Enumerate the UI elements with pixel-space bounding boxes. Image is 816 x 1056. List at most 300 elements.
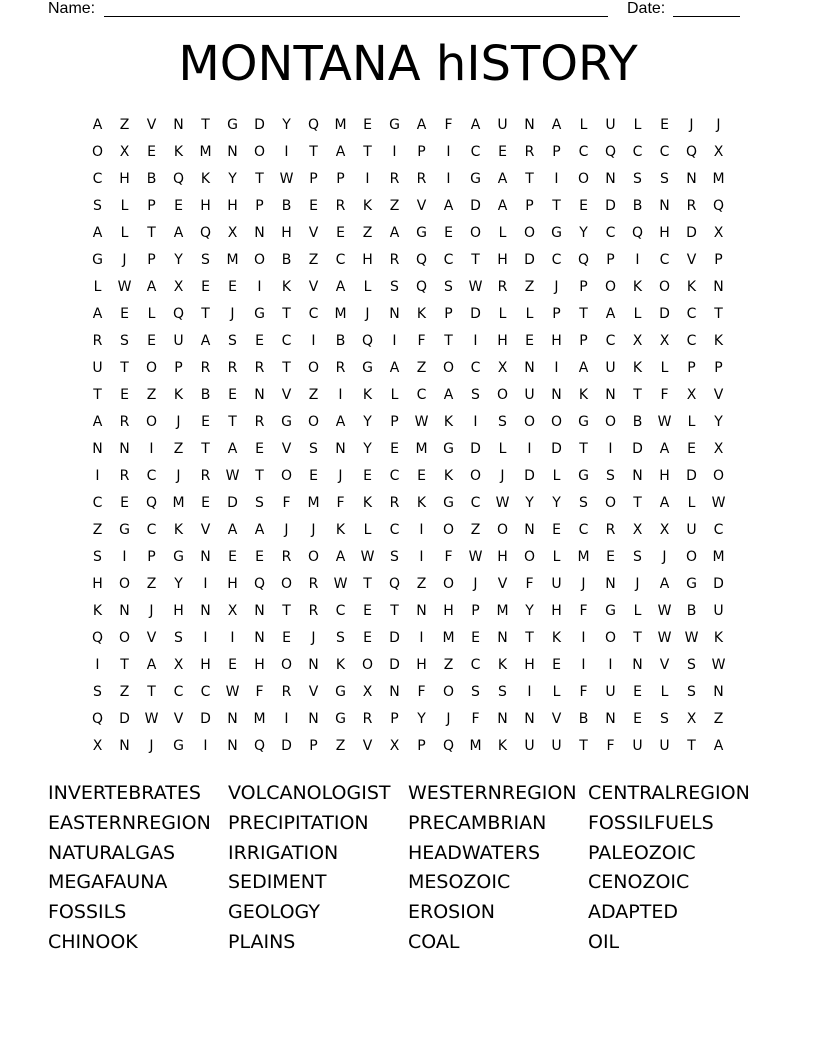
- grid-letter[interactable]: Z: [146, 387, 157, 403]
- grid-letter[interactable]: E: [606, 549, 615, 565]
- grid-letter[interactable]: T: [147, 684, 156, 700]
- grid-letter[interactable]: H: [551, 333, 562, 349]
- grid-letter[interactable]: V: [713, 387, 724, 403]
- grid-letter[interactable]: A: [389, 225, 400, 241]
- grid-letter[interactable]: G: [551, 225, 562, 241]
- grid-letter[interactable]: R: [227, 360, 238, 376]
- grid-letter[interactable]: O: [523, 549, 536, 565]
- grid-letter[interactable]: I: [203, 738, 208, 754]
- grid-letter[interactable]: E: [525, 333, 534, 349]
- grid-letter[interactable]: H: [227, 576, 238, 592]
- grid-letter[interactable]: C: [335, 603, 346, 619]
- grid-letter[interactable]: T: [579, 441, 588, 457]
- grid-letter[interactable]: K: [416, 306, 427, 322]
- grid-letter[interactable]: C: [92, 171, 103, 187]
- grid-letter[interactable]: X: [632, 522, 643, 538]
- grid-letter[interactable]: D: [524, 252, 535, 268]
- grid-letter[interactable]: P: [579, 333, 588, 349]
- grid-letter[interactable]: O: [604, 495, 617, 511]
- grid-letter[interactable]: N: [551, 387, 562, 403]
- grid-letter[interactable]: S: [687, 684, 696, 700]
- grid-letter[interactable]: R: [335, 198, 346, 214]
- grid-letter[interactable]: W: [657, 630, 672, 646]
- grid-letter[interactable]: V: [173, 711, 184, 727]
- grid-letter[interactable]: H: [497, 333, 508, 349]
- grid-letter[interactable]: U: [524, 387, 535, 403]
- grid-letter[interactable]: G: [335, 711, 346, 727]
- grid-letter[interactable]: W: [468, 549, 483, 565]
- grid-letter[interactable]: T: [147, 225, 156, 241]
- grid-letter[interactable]: O: [523, 225, 536, 241]
- grid-letter[interactable]: Z: [173, 441, 184, 457]
- grid-letter[interactable]: K: [686, 279, 697, 295]
- grid-letter[interactable]: N: [254, 630, 265, 646]
- grid-letter[interactable]: N: [605, 387, 616, 403]
- grid-letter[interactable]: N: [119, 603, 130, 619]
- grid-letter[interactable]: U: [551, 576, 562, 592]
- grid-letter[interactable]: P: [147, 198, 156, 214]
- grid-letter[interactable]: A: [200, 333, 211, 349]
- grid-letter[interactable]: S: [93, 198, 102, 214]
- grid-letter[interactable]: W: [279, 171, 294, 187]
- grid-letter[interactable]: R: [686, 198, 697, 214]
- grid-letter[interactable]: O: [253, 144, 266, 160]
- grid-letter[interactable]: A: [92, 414, 103, 430]
- grid-letter[interactable]: Y: [282, 117, 291, 133]
- grid-letter[interactable]: C: [470, 360, 481, 376]
- grid-letter[interactable]: J: [365, 306, 370, 322]
- grid-letter[interactable]: W: [657, 414, 672, 430]
- grid-letter[interactable]: C: [308, 306, 319, 322]
- grid-letter[interactable]: Q: [145, 495, 158, 511]
- grid-letter[interactable]: E: [201, 495, 210, 511]
- grid-letter[interactable]: S: [174, 630, 183, 646]
- grid-letter[interactable]: K: [551, 630, 562, 646]
- grid-letter[interactable]: K: [632, 360, 643, 376]
- grid-letter[interactable]: W: [684, 630, 699, 646]
- grid-letter[interactable]: U: [524, 738, 535, 754]
- grid-letter[interactable]: R: [497, 279, 508, 295]
- grid-letter[interactable]: F: [255, 684, 264, 700]
- grid-letter[interactable]: C: [551, 252, 562, 268]
- grid-letter[interactable]: E: [228, 549, 237, 565]
- grid-letter[interactable]: D: [119, 711, 130, 727]
- grid-letter[interactable]: R: [254, 414, 265, 430]
- grid-letter[interactable]: Q: [604, 144, 617, 160]
- grid-letter[interactable]: B: [281, 252, 292, 268]
- grid-letter[interactable]: I: [122, 549, 127, 565]
- grid-letter[interactable]: O: [496, 387, 509, 403]
- grid-letter[interactable]: P: [255, 198, 264, 214]
- grid-letter[interactable]: G: [605, 603, 616, 619]
- grid-letter[interactable]: G: [92, 252, 103, 268]
- grid-letter[interactable]: V: [146, 117, 157, 133]
- grid-letter[interactable]: Y: [579, 225, 588, 241]
- grid-letter[interactable]: Q: [712, 198, 725, 214]
- grid-letter[interactable]: S: [444, 279, 453, 295]
- grid-letter[interactable]: E: [471, 630, 480, 646]
- grid-letter[interactable]: E: [363, 468, 372, 484]
- grid-letter[interactable]: N: [254, 603, 265, 619]
- grid-letter[interactable]: M: [253, 711, 266, 727]
- grid-letter[interactable]: O: [496, 522, 509, 538]
- grid-letter[interactable]: K: [173, 144, 184, 160]
- grid-letter[interactable]: E: [120, 387, 129, 403]
- grid-letter[interactable]: E: [228, 279, 237, 295]
- grid-letter[interactable]: S: [336, 630, 345, 646]
- grid-letter[interactable]: N: [686, 171, 697, 187]
- grid-letter[interactable]: E: [498, 144, 507, 160]
- grid-letter[interactable]: D: [686, 225, 697, 241]
- grid-letter[interactable]: E: [390, 441, 399, 457]
- grid-letter[interactable]: C: [470, 657, 481, 673]
- grid-letter[interactable]: B: [335, 333, 346, 349]
- grid-letter[interactable]: Q: [361, 333, 374, 349]
- grid-letter[interactable]: A: [470, 117, 481, 133]
- grid-letter[interactable]: G: [335, 684, 346, 700]
- grid-letter[interactable]: J: [446, 711, 451, 727]
- grid-letter[interactable]: O: [685, 549, 698, 565]
- grid-letter[interactable]: J: [149, 738, 154, 754]
- grid-letter[interactable]: I: [527, 684, 532, 700]
- grid-letter[interactable]: P: [552, 306, 561, 322]
- grid-letter[interactable]: L: [552, 549, 561, 565]
- grid-letter[interactable]: I: [554, 171, 559, 187]
- grid-letter[interactable]: O: [145, 360, 158, 376]
- grid-letter[interactable]: V: [308, 279, 319, 295]
- grid-letter[interactable]: O: [307, 360, 320, 376]
- grid-letter[interactable]: X: [659, 333, 670, 349]
- grid-letter[interactable]: I: [365, 171, 370, 187]
- grid-letter[interactable]: N: [254, 225, 265, 241]
- grid-letter[interactable]: D: [227, 495, 238, 511]
- grid-letter[interactable]: T: [525, 171, 534, 187]
- grid-letter[interactable]: K: [200, 171, 211, 187]
- grid-letter[interactable]: Y: [525, 603, 534, 619]
- grid-letter[interactable]: Y: [552, 495, 561, 511]
- grid-letter[interactable]: N: [227, 144, 238, 160]
- grid-letter[interactable]: E: [552, 522, 561, 538]
- grid-letter[interactable]: C: [146, 468, 157, 484]
- grid-letter[interactable]: I: [446, 144, 451, 160]
- grid-letter[interactable]: N: [524, 360, 535, 376]
- grid-letter[interactable]: J: [230, 306, 235, 322]
- grid-letter[interactable]: J: [122, 252, 127, 268]
- name-write-line[interactable]: [104, 16, 608, 17]
- grid-letter[interactable]: Q: [388, 576, 401, 592]
- grid-letter[interactable]: H: [497, 252, 508, 268]
- grid-letter[interactable]: K: [173, 387, 184, 403]
- grid-letter[interactable]: C: [470, 144, 481, 160]
- grid-letter[interactable]: T: [255, 171, 264, 187]
- grid-letter[interactable]: I: [338, 387, 343, 403]
- grid-letter[interactable]: O: [280, 576, 293, 592]
- grid-letter[interactable]: V: [659, 657, 670, 673]
- grid-letter[interactable]: E: [579, 198, 588, 214]
- grid-letter[interactable]: X: [659, 522, 670, 538]
- grid-letter[interactable]: Y: [363, 441, 372, 457]
- grid-letter[interactable]: T: [633, 387, 642, 403]
- grid-letter[interactable]: F: [525, 576, 534, 592]
- grid-letter[interactable]: S: [93, 549, 102, 565]
- grid-letter[interactable]: N: [335, 441, 346, 457]
- grid-letter[interactable]: O: [442, 576, 455, 592]
- grid-letter[interactable]: A: [146, 279, 157, 295]
- grid-letter[interactable]: L: [687, 495, 696, 511]
- grid-letter[interactable]: R: [524, 144, 535, 160]
- grid-letter[interactable]: M: [415, 441, 428, 457]
- grid-letter[interactable]: N: [308, 711, 319, 727]
- grid-letter[interactable]: J: [338, 468, 343, 484]
- grid-letter[interactable]: L: [363, 279, 372, 295]
- grid-letter[interactable]: Z: [416, 360, 427, 376]
- grid-letter[interactable]: O: [658, 279, 671, 295]
- grid-letter[interactable]: O: [469, 225, 482, 241]
- grid-letter[interactable]: P: [471, 603, 480, 619]
- grid-letter[interactable]: O: [307, 549, 320, 565]
- grid-letter[interactable]: Q: [253, 738, 266, 754]
- grid-letter[interactable]: P: [147, 252, 156, 268]
- grid-letter[interactable]: P: [390, 414, 399, 430]
- grid-letter[interactable]: G: [173, 738, 184, 754]
- grid-letter[interactable]: I: [311, 333, 316, 349]
- grid-letter[interactable]: A: [443, 198, 454, 214]
- grid-letter[interactable]: Z: [470, 522, 481, 538]
- grid-letter[interactable]: X: [713, 144, 724, 160]
- grid-letter[interactable]: T: [687, 738, 696, 754]
- grid-letter[interactable]: E: [120, 495, 129, 511]
- grid-letter[interactable]: C: [686, 306, 697, 322]
- grid-letter[interactable]: D: [605, 198, 616, 214]
- grid-letter[interactable]: Q: [172, 306, 185, 322]
- grid-letter[interactable]: N: [605, 711, 616, 727]
- grid-letter[interactable]: T: [282, 603, 291, 619]
- grid-letter[interactable]: T: [363, 576, 372, 592]
- grid-letter[interactable]: G: [578, 468, 589, 484]
- grid-letter[interactable]: E: [363, 603, 372, 619]
- grid-letter[interactable]: L: [633, 603, 642, 619]
- grid-letter[interactable]: X: [362, 684, 373, 700]
- grid-letter[interactable]: S: [471, 387, 480, 403]
- grid-letter[interactable]: A: [227, 441, 238, 457]
- grid-letter[interactable]: E: [309, 468, 318, 484]
- grid-letter[interactable]: R: [254, 360, 265, 376]
- grid-letter[interactable]: A: [335, 414, 346, 430]
- grid-letter[interactable]: S: [120, 333, 129, 349]
- grid-letter[interactable]: X: [389, 738, 400, 754]
- grid-letter[interactable]: J: [311, 630, 316, 646]
- grid-letter[interactable]: J: [500, 468, 505, 484]
- grid-letter[interactable]: V: [281, 441, 292, 457]
- grid-letter[interactable]: C: [713, 522, 724, 538]
- grid-letter[interactable]: L: [552, 684, 561, 700]
- grid-letter[interactable]: Y: [417, 711, 426, 727]
- grid-letter[interactable]: V: [362, 738, 373, 754]
- grid-letter[interactable]: C: [335, 252, 346, 268]
- grid-letter[interactable]: I: [581, 657, 586, 673]
- grid-letter[interactable]: T: [444, 333, 453, 349]
- grid-letter[interactable]: E: [147, 144, 156, 160]
- grid-letter[interactable]: D: [281, 738, 292, 754]
- grid-letter[interactable]: I: [419, 522, 424, 538]
- grid-letter[interactable]: I: [149, 441, 154, 457]
- grid-letter[interactable]: D: [632, 441, 643, 457]
- grid-letter[interactable]: N: [497, 711, 508, 727]
- grid-letter[interactable]: F: [282, 495, 291, 511]
- grid-letter[interactable]: Z: [713, 711, 724, 727]
- grid-letter[interactable]: A: [173, 225, 184, 241]
- grid-letter[interactable]: B: [200, 387, 211, 403]
- grid-letter[interactable]: U: [92, 360, 103, 376]
- grid-letter[interactable]: L: [93, 279, 102, 295]
- grid-letter[interactable]: G: [443, 495, 454, 511]
- grid-letter[interactable]: G: [227, 117, 238, 133]
- grid-letter[interactable]: Z: [119, 117, 130, 133]
- grid-letter[interactable]: R: [200, 360, 211, 376]
- grid-letter[interactable]: W: [144, 711, 159, 727]
- grid-letter[interactable]: Z: [362, 225, 373, 241]
- grid-letter[interactable]: N: [254, 387, 265, 403]
- grid-letter[interactable]: J: [311, 522, 316, 538]
- grid-letter[interactable]: A: [92, 225, 103, 241]
- grid-letter[interactable]: Q: [91, 630, 104, 646]
- grid-letter[interactable]: E: [444, 225, 453, 241]
- grid-letter[interactable]: K: [362, 387, 373, 403]
- grid-letter[interactable]: K: [281, 279, 292, 295]
- grid-letter[interactable]: Q: [685, 144, 698, 160]
- grid-letter[interactable]: Q: [307, 117, 320, 133]
- grid-letter[interactable]: O: [442, 522, 455, 538]
- grid-letter[interactable]: B: [632, 414, 643, 430]
- grid-letter[interactable]: I: [419, 630, 424, 646]
- grid-letter[interactable]: H: [200, 657, 211, 673]
- grid-letter[interactable]: H: [92, 576, 103, 592]
- grid-letter[interactable]: R: [200, 468, 211, 484]
- grid-letter[interactable]: K: [632, 279, 643, 295]
- grid-letter[interactable]: E: [309, 198, 318, 214]
- grid-letter[interactable]: R: [362, 711, 373, 727]
- grid-letter[interactable]: W: [468, 279, 483, 295]
- grid-letter[interactable]: N: [659, 198, 670, 214]
- grid-letter[interactable]: Z: [92, 522, 103, 538]
- grid-letter[interactable]: W: [360, 549, 375, 565]
- grid-letter[interactable]: W: [657, 603, 672, 619]
- grid-letter[interactable]: L: [363, 522, 372, 538]
- grid-letter[interactable]: A: [335, 549, 346, 565]
- grid-letter[interactable]: R: [281, 684, 292, 700]
- grid-letter[interactable]: E: [660, 117, 669, 133]
- grid-letter[interactable]: D: [254, 117, 265, 133]
- grid-letter[interactable]: H: [227, 198, 238, 214]
- grid-letter[interactable]: P: [336, 171, 345, 187]
- grid-letter[interactable]: P: [390, 711, 399, 727]
- grid-letter[interactable]: I: [95, 657, 100, 673]
- grid-letter[interactable]: O: [442, 360, 455, 376]
- grid-letter[interactable]: O: [604, 279, 617, 295]
- grid-letter[interactable]: P: [687, 360, 696, 376]
- grid-letter[interactable]: D: [200, 711, 211, 727]
- grid-letter[interactable]: W: [333, 576, 348, 592]
- grid-letter[interactable]: C: [578, 144, 589, 160]
- grid-letter[interactable]: L: [120, 198, 129, 214]
- grid-letter[interactable]: D: [470, 306, 481, 322]
- grid-letter[interactable]: D: [470, 441, 481, 457]
- grid-letter[interactable]: N: [605, 576, 616, 592]
- grid-letter[interactable]: P: [309, 171, 318, 187]
- grid-letter[interactable]: D: [713, 576, 724, 592]
- grid-letter[interactable]: R: [335, 360, 346, 376]
- grid-letter[interactable]: J: [716, 117, 721, 133]
- grid-letter[interactable]: E: [633, 711, 642, 727]
- grid-letter[interactable]: K: [713, 333, 724, 349]
- grid-letter[interactable]: E: [120, 306, 129, 322]
- grid-letter[interactable]: D: [659, 306, 670, 322]
- grid-letter[interactable]: K: [578, 387, 589, 403]
- grid-letter[interactable]: O: [118, 630, 131, 646]
- grid-letter[interactable]: T: [201, 441, 210, 457]
- grid-letter[interactable]: J: [635, 576, 640, 592]
- grid-letter[interactable]: R: [308, 576, 319, 592]
- grid-letter[interactable]: N: [227, 711, 238, 727]
- grid-letter[interactable]: H: [281, 225, 292, 241]
- grid-letter[interactable]: K: [92, 603, 103, 619]
- grid-letter[interactable]: U: [605, 684, 616, 700]
- grid-letter[interactable]: N: [389, 306, 400, 322]
- grid-letter[interactable]: T: [120, 657, 129, 673]
- grid-letter[interactable]: K: [335, 657, 346, 673]
- grid-letter[interactable]: L: [633, 117, 642, 133]
- grid-letter[interactable]: Q: [172, 171, 185, 187]
- grid-letter[interactable]: S: [390, 279, 399, 295]
- grid-letter[interactable]: K: [713, 630, 724, 646]
- grid-letter[interactable]: P: [417, 144, 426, 160]
- grid-letter[interactable]: C: [389, 522, 400, 538]
- grid-letter[interactable]: T: [201, 117, 210, 133]
- grid-letter[interactable]: S: [390, 549, 399, 565]
- grid-letter[interactable]: B: [686, 603, 697, 619]
- grid-letter[interactable]: G: [281, 414, 292, 430]
- grid-letter[interactable]: L: [660, 360, 669, 376]
- grid-letter[interactable]: E: [633, 684, 642, 700]
- grid-letter[interactable]: Z: [146, 576, 157, 592]
- grid-letter[interactable]: N: [173, 117, 184, 133]
- grid-letter[interactable]: A: [335, 279, 346, 295]
- grid-letter[interactable]: S: [93, 684, 102, 700]
- grid-letter[interactable]: A: [578, 360, 589, 376]
- grid-letter[interactable]: M: [334, 306, 347, 322]
- grid-letter[interactable]: T: [471, 252, 480, 268]
- grid-letter[interactable]: Q: [91, 711, 104, 727]
- grid-letter[interactable]: I: [581, 630, 586, 646]
- grid-letter[interactable]: R: [119, 414, 130, 430]
- grid-letter[interactable]: S: [498, 414, 507, 430]
- grid-letter[interactable]: Y: [714, 414, 723, 430]
- grid-letter[interactable]: X: [92, 738, 103, 754]
- grid-letter[interactable]: O: [253, 252, 266, 268]
- grid-letter[interactable]: H: [551, 603, 562, 619]
- grid-letter[interactable]: O: [280, 468, 293, 484]
- grid-letter[interactable]: A: [659, 495, 670, 511]
- grid-letter[interactable]: T: [255, 468, 264, 484]
- grid-letter[interactable]: P: [147, 549, 156, 565]
- grid-letter[interactable]: U: [659, 738, 670, 754]
- grid-letter[interactable]: H: [659, 468, 670, 484]
- grid-letter[interactable]: M: [496, 603, 509, 619]
- grid-letter[interactable]: E: [417, 468, 426, 484]
- grid-letter[interactable]: X: [632, 333, 643, 349]
- grid-letter[interactable]: I: [473, 414, 478, 430]
- grid-letter[interactable]: H: [659, 225, 670, 241]
